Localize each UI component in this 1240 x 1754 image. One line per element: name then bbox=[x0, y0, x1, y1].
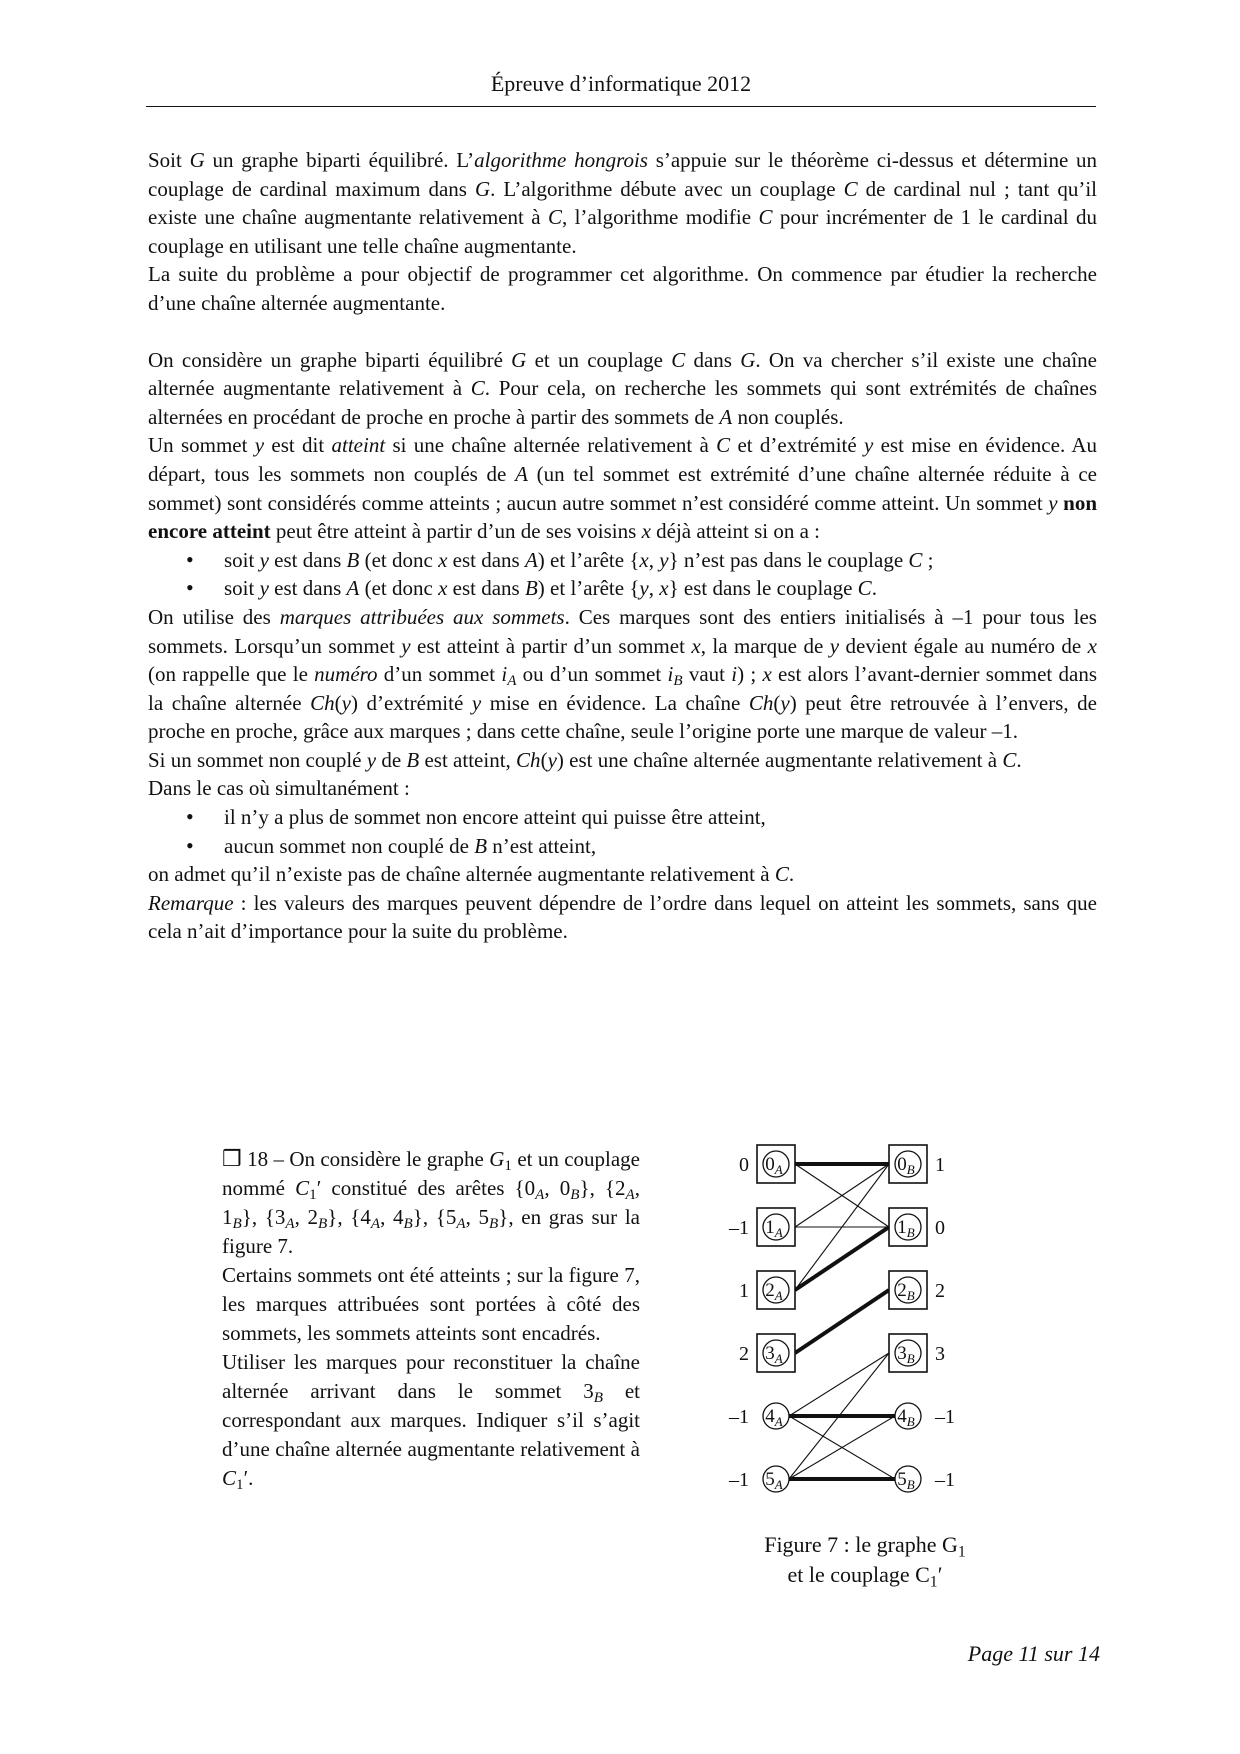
paragraph-objective: La suite du problème a pour objectif de programmer cet algorithme. On commence par étudier la recherche d’une chaîne alternée augmentante. bbox=[148, 262, 1097, 315]
vertex-mark-5A: –1 bbox=[729, 1469, 749, 1491]
caption-sub-2: 1 bbox=[929, 1573, 938, 1591]
conditions-list bbox=[148, 546, 1097, 603]
question-18-context: Certains sommets ont été atteints ; sur la figure 7, les marques attribuées sont portées à côté des sommets, les sommets atteints sont encadrés. bbox=[222, 1263, 640, 1345]
vertex-mark-2B: 2 bbox=[935, 1280, 945, 1302]
caption-sub-1: 1 bbox=[957, 1543, 966, 1561]
vertex-mark-3B: 3 bbox=[935, 1343, 945, 1365]
vertex-label-5B: $5_B$ bbox=[897, 1469, 915, 1492]
vertex-mark-0A: 0 bbox=[739, 1154, 749, 1176]
vertex-label-4A: $4_A$ bbox=[765, 1406, 783, 1429]
list-item: • soit y est dans A (et donc x est dans B) et l’arête {y, x} est dans le couplage C. bbox=[148, 574, 1097, 603]
caption-text-2: et le couplage C bbox=[787, 1562, 930, 1587]
vertex-label-1B: $1_B$ bbox=[897, 1217, 915, 1240]
caption-line-2 bbox=[700, 1560, 1030, 1590]
cases-list bbox=[148, 803, 1097, 860]
caption-text-1: Figure 7 : le graphe G bbox=[764, 1532, 958, 1557]
paragraph-marques: On utilise des marques attribuées aux sommets. Ces marques sont des entiers initialisés à –1 pour tous les sommets. Lorsqu’un sommet y est atteint à partir d’un sommet x, la marque de y devient égale au numéro de x (on rappelle que le numéro d’un sommet $i_A$ ou d’un sommet $i_B$ vaut i) ; x est alors l’avant-dernier sommet dans la chaîne alternée Ch(y) d’extrémité y mise en évidence. La chaîne Ch(y) peut être retrouvée à l’envers, de proche en proche, grâce aux marques ; dans cette chaîne, seule l’origine porte une marque de valeur –1. bbox=[148, 604, 1098, 744]
paragraph-algorithm: Soit G un graphe biparti équilibré. L’algorithme hongrois s’appuie sur le théorème ci-dessus et détermine un couplage de cardinal maximum dans G. L’algorithme débute avec un couplage C de cardinal nul ; tant qu’il existe une chaîne augmentante relativement à C, l’algorithme modifie C pour incrémenter de 1 le cardinal du couplage en utilisant une telle chaîne augmentante. bbox=[148, 148, 1098, 258]
vertex-label-2B: $2_B$ bbox=[897, 1280, 915, 1303]
figure-caption bbox=[700, 1530, 1030, 1590]
vertex-label-4B: $4_B$ bbox=[897, 1406, 915, 1429]
edge-3A-2B bbox=[795, 1290, 889, 1353]
header-rule bbox=[146, 106, 1096, 107]
edge-4A-3B bbox=[789, 1353, 889, 1416]
vertex-label-0B: $0_B$ bbox=[897, 1154, 915, 1177]
vertex-label-2A: $2_A$ bbox=[765, 1280, 783, 1303]
vertex-label-3A: $3_A$ bbox=[765, 1343, 783, 1366]
vertex-mark-0B: 1 bbox=[935, 1154, 945, 1176]
paragraph-admet: on admet qu’il n’existe pas de chaîne alternée augmentante relativement à C. bbox=[148, 862, 795, 887]
question-18-task: Utiliser les marques pour reconstituer la chaîne alternée arrivant dans le sommet $3_B$ et correspondant aux marques. Indiquer s’il s’agit d’une chaîne alternée augmentante relativement à $C_1'$. bbox=[222, 1350, 641, 1494]
paragraph-cas: Dans le cas où simultanément : bbox=[148, 776, 410, 801]
vertex-label-5A: $5_A$ bbox=[765, 1469, 783, 1492]
vertex-mark-5B: –1 bbox=[935, 1469, 955, 1491]
main-text bbox=[148, 146, 1097, 946]
list-item: • il n’y a plus de sommet non encore atteint qui puisse être atteint, bbox=[148, 803, 1097, 832]
paragraph-non-couple: Si un sommet non couplé y de B est atteint, Ch(y) est une chaîne alternée augmentante relativement à C. bbox=[148, 747, 1022, 772]
page-footer: Page 11 sur 14 bbox=[967, 1641, 1100, 1666]
vertex-mark-2A: 1 bbox=[739, 1280, 749, 1302]
vertex-label-0A: $0_A$ bbox=[765, 1154, 783, 1177]
vertex-mark-4B: –1 bbox=[935, 1406, 955, 1428]
bipartite-graph-svg bbox=[720, 1140, 1010, 1520]
vertex-mark-3A: 2 bbox=[739, 1343, 749, 1365]
list-item: • soit y est dans B (et donc x est dans A) et l’arête {x, y} n’est pas dans le couplage C ; bbox=[148, 546, 1097, 575]
page-header-title: Épreuve d’informatique 2012 bbox=[490, 71, 752, 96]
caption-prime: ′ bbox=[937, 1562, 943, 1587]
list-item: • aucun sommet non couplé de B n’est atteint, bbox=[148, 832, 1097, 861]
paragraph-search: On considère un graphe biparti équilibré G et un couplage C dans G. On va chercher s’il existe une chaîne alternée augmentante relativement à C. Pour cela, on recherche les sommets qui sont extrémités de chaînes alternées en procédant de proche en proche à partir des sommets de A non couplés. bbox=[148, 347, 1097, 429]
question-18 bbox=[222, 1144, 640, 1493]
figure-7-graph bbox=[720, 1140, 1010, 1492]
vertex-mark-1B: 0 bbox=[935, 1217, 945, 1239]
vertex-label-3B: $3_B$ bbox=[897, 1343, 915, 1366]
edge-2A-1B bbox=[795, 1227, 889, 1290]
vertex-label-1A: $1_A$ bbox=[765, 1217, 783, 1240]
caption-line-1 bbox=[700, 1530, 1030, 1560]
paragraph-atteint: Un sommet y est dit atteint si une chaîne alternée relativement à C et d’extrémité y est mise en évidence. Au départ, tous les sommets non couplés de A (un tel sommet est extrémité d’une chaîne alternée réduite à ce sommet) sont considérés comme atteints ; aucun autre sommet n’est considéré comme atteint. Un sommet y non encore atteint peut être atteint à partir d’un de ses voisins x déjà atteint si on a : bbox=[148, 433, 1098, 544]
vertex-mark-4A: –1 bbox=[729, 1406, 749, 1428]
question-18-statement: ❒ 18 – On considère le graphe $G_1$ et un couplage nommé $C_1'$ constitué des arêtes {$0_A$, $0_B$}, {$2_A$, $1_B$}, {$3_A$, $2_B$}, {$4_A$, $4_B$}, {$5_A$, $5_B$}, en gras sur la figure 7. bbox=[222, 1146, 641, 1258]
paragraph-remarque: Remarque : les valeurs des marques peuvent dépendre de l’ordre dans lequel on atteint les sommets, sans que cela n’ait d’importance pour la suite du problème. bbox=[148, 890, 1097, 944]
vertex-mark-1A: –1 bbox=[729, 1217, 749, 1239]
